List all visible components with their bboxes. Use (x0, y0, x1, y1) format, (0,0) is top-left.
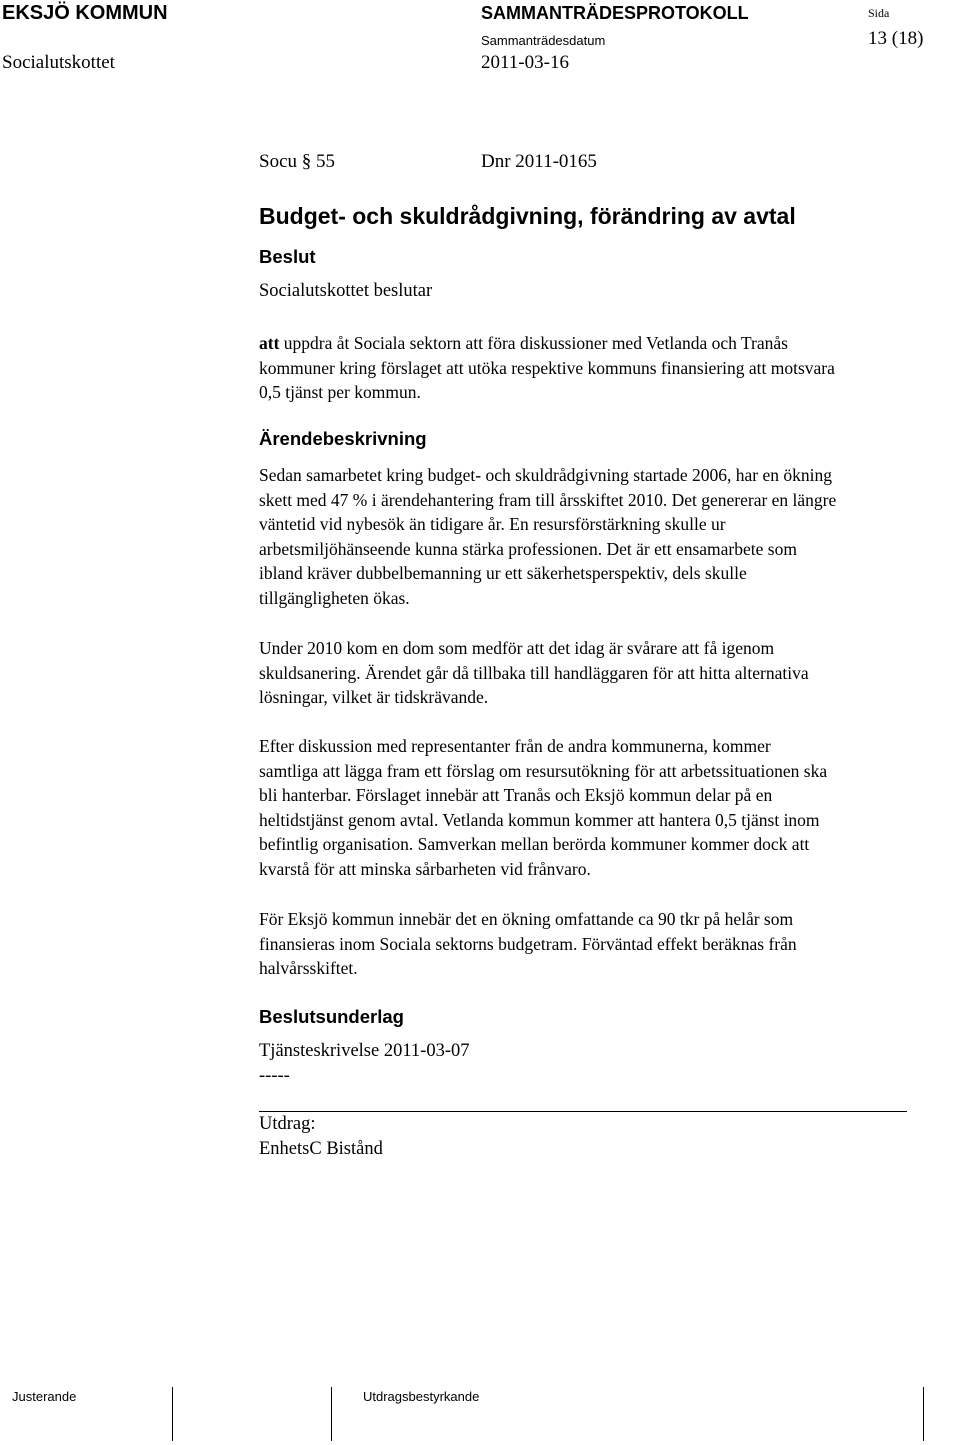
case-paragraph: Socu § 55 (259, 151, 335, 172)
beslut-line-text: uppdra åt Sociala sektorn att föra diskussioner med Vetlanda och Tranås (279, 333, 788, 353)
beslutsunderlag-heading: Beslutsunderlag (259, 1006, 404, 1027)
beslut-heading: Beslut (259, 246, 316, 267)
meeting-date: 2011-03-16 (481, 52, 569, 73)
arendebeskrivning-heading: Ärendebeskrivning (259, 428, 427, 449)
text-line: befintlig organisation. Samverkan mellan berörda kommuner kommer dock att (259, 834, 810, 855)
case-title: Budget- och skuldrådgivning, förändring av avtal (259, 203, 796, 229)
text-line: heltidstjänst genom avtal. Vetlanda kommun kommer att hantera 0,5 tjänst inom (259, 809, 820, 830)
beslutsunderlag-separator: ----- (259, 1066, 290, 1086)
beslut-line (259, 331, 959, 356)
page-number: 13 (18) (868, 28, 924, 49)
justerande-signature-box-left (172, 1387, 173, 1441)
text-line: bli hanterbar. Förslaget innebär att Tranås och Eksjö kommun delar på en (259, 785, 773, 806)
text-line: skett med 47 % i ärendehantering fram till årsskiftet 2010. Det genererar en längre (259, 489, 837, 510)
text-line: kvarstå för att minska sårbarheten vid frånvaro. (259, 858, 591, 879)
justerande-signature-box-right (331, 1387, 332, 1441)
beslut-line: kommuner kring förslaget att utöka respektive kommuns finansiering att motsvara (259, 357, 835, 378)
utdragsbestyrkande-signature-box (923, 1387, 924, 1441)
text-line: lösningar, vilket är tidskrävande. (259, 687, 489, 708)
case-dnr: Dnr 2011-0165 (481, 151, 597, 172)
att-keyword: att (259, 333, 280, 353)
text-line: arbetsmiljöhänseende kunna stärka professionen. Det är ett ensamarbete som (259, 538, 797, 559)
page-label: Sida (868, 6, 890, 20)
text-line: ibland kräver dubbelbemanning ur ett säkerhetsperspektiv, dels skulle (259, 563, 747, 584)
meeting-date-label: Sammanträdesdatum (481, 33, 606, 48)
arende-paragraph-2 (259, 636, 959, 710)
arende-paragraph-3 (259, 734, 959, 882)
beslut-text (259, 331, 959, 405)
beslut-line: 0,5 tjänst per kommun. (259, 382, 421, 403)
document-type: SAMMANTRÄDESPROTOKOLL (481, 3, 749, 23)
text-line: Sedan samarbetet kring budget- och skuldrådgivning startade 2006, har en ökning (259, 465, 832, 485)
footer-justerande-label: Justerande (12, 1389, 77, 1404)
organization-name: EKSJÖ KOMMUN (2, 2, 168, 24)
department-name: Socialutskottet (2, 52, 115, 73)
text-line: samtliga att lägga fram ett förslag om resursutökning för att arbetssituationen ska (259, 760, 828, 781)
footer-utdragsbestyrkande-label: Utdragsbestyrkande (363, 1389, 480, 1404)
text-line: finansieras inom Sociala sektorns budgetram. Förväntad effekt beräknas från (259, 933, 797, 954)
utdrag-recipient: EnhetsC Bistånd (259, 1139, 383, 1159)
text-line: väntetid vid nybesök än tidigare år. En resursförstärkning skulle ur (259, 514, 726, 535)
text-line: Under 2010 kom en dom som medför att det idag är svårare att få igenom (259, 638, 775, 658)
text-line: tillgängligheten ökas. (259, 587, 410, 608)
distribution-divider (259, 1111, 907, 1112)
beslutsunderlag-item: Tjänsteskrivelse 2011-03-07 (259, 1041, 470, 1061)
text-line: För Eksjö kommun innebär det en ökning omfattande ca 90 tkr på helår som (259, 909, 794, 929)
beslut-intro: Socialutskottet beslutar (259, 281, 433, 301)
arende-paragraph-4 (259, 907, 959, 981)
text-line: skuldsanering. Ärendet går då tillbaka till handläggaren för att hitta alternativa (259, 662, 809, 683)
arende-paragraph-1 (259, 463, 959, 611)
text-line: halvårsskiftet. (259, 958, 358, 979)
utdrag-label: Utdrag: (259, 1114, 316, 1134)
text-line: Efter diskussion med representanter från de andra kommunerna, kommer (259, 736, 771, 756)
